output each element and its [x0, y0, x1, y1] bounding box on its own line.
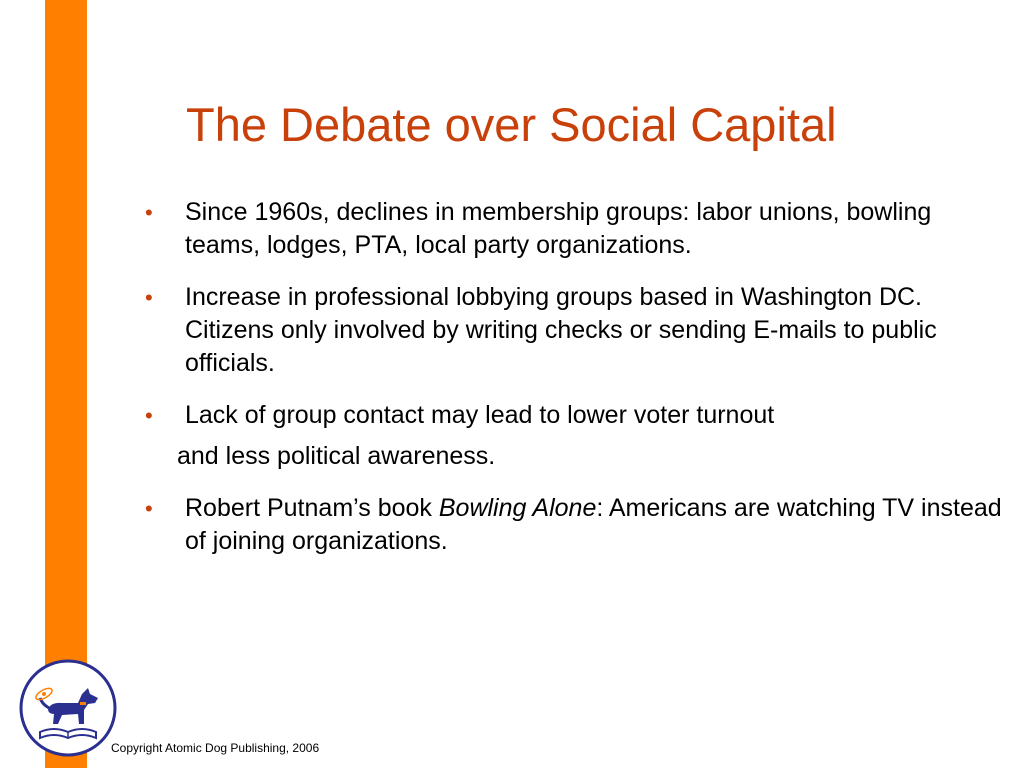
bullet-marker: •	[145, 496, 153, 521]
bullet-text: Since 1960s, declines in membership groups: labor unions, bowling teams, lodges, PTA, local party organizations.	[185, 198, 932, 259]
bullet-item	[145, 399, 1005, 432]
bullet-item	[145, 196, 1005, 262]
slide-title: The Debate over Social Capital	[186, 98, 837, 151]
bullet-text-after: : Americans are watching TV instead of joining organizations.	[185, 494, 1002, 555]
bullet-list	[145, 196, 1005, 558]
copyright-text: Copyright Atomic Dog Publishing, 2006	[111, 741, 320, 755]
bullet-text: Lack of group contact may lead to lower voter turnout	[185, 401, 775, 429]
bullet-marker: •	[145, 403, 153, 428]
bullet-item	[145, 492, 1005, 558]
side-accent-bar	[45, 0, 87, 768]
bullet-marker: •	[145, 200, 153, 225]
atomic-dog-logo-icon	[18, 658, 118, 758]
bullet-marker: •	[145, 285, 153, 310]
bullet-item	[145, 281, 1005, 380]
bullet-text: Increase in professional lobbying groups based in Washington DC. Citizens only involved by writing checks or sending E-mails to public officials.	[185, 283, 937, 377]
bullet-continuation: and less political awareness.	[177, 442, 496, 470]
bullet-text-before: Robert Putnam’s book	[185, 494, 439, 522]
book-title: Bowling Alone	[438, 494, 597, 522]
